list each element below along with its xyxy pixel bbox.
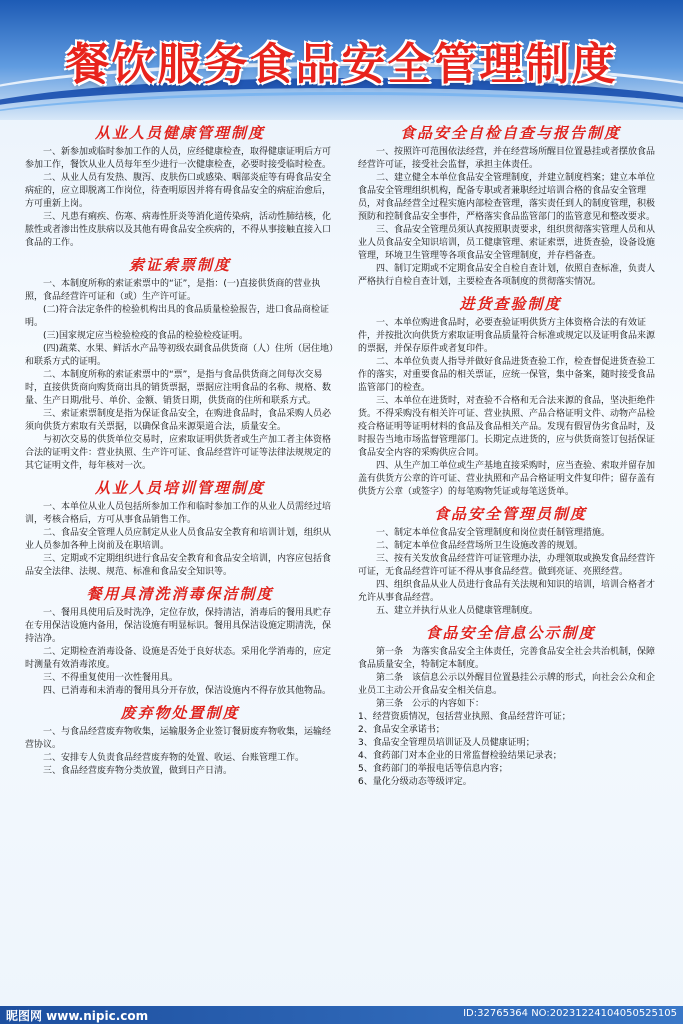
section-paragraph: 二、定期检查消毒设备、设施是否处于良好状态。采用化学消毒的，应定时测量有效消毒浓度。 xyxy=(25,647,332,670)
section-paragraph: 三、本单位在进货时，对查验不合格和无合法来源的食品，坚决拒绝件货。不得采购没有相关许可证、营业执照、产品合格证明文件、动物产品检疫合格证明等证明材料的食品及食品相关产品。发现有假冒伪劣食品时，及时报告当地市场监督管理部门。长期定点进货的，应与供货商签订包括保证食品安全内容的采购供应合同。 xyxy=(358,396,656,458)
list-item: 2、食品安全承诺书； xyxy=(358,725,445,735)
section-paragraph: 五、建立并执行从业人员健康管理制度。 xyxy=(376,606,539,616)
section-paragraph: 第三条 公示的内容如下： xyxy=(376,699,485,709)
section-paragraph: 一、本单位购进食品时，必要查验证明供货方主体资格合法的有效证件，并按批次向供货方索取证明食品质量符合标准或规定以及证明食品来源的票据，并保存原件或者复印件。 xyxy=(358,318,656,354)
section-paragraph: 二、制定本单位食品经营场所卫生设施改善的规划。 xyxy=(376,541,584,551)
section-paragraph: 二、食品安全管理人员应制定从业人员食品安全教育和培训计划，组织从业人员参加各种上岗前及在职培训。 xyxy=(25,528,332,551)
section-paragraph: 三、定期或不定期组织进行食品安全教育和食品安全培训，内容应包括食品安全法律、法规、规范、标准和食品安全知识等。 xyxy=(25,554,332,577)
section-paragraph: (二)符合法定条件的检验机构出具的食品质量检验报告，进口食品商检证明。 xyxy=(25,305,330,328)
section-paragraph: (四)蔬菜、水果、鲜活水产品等初级农副食品供货商（人）住所（居住地）和联系方式的证明。 xyxy=(25,344,334,367)
section-title: 进货查验制度 xyxy=(459,295,562,313)
list-item: 5、食药部门的举报电话等信息内容； xyxy=(358,764,508,774)
section-paragraph: 二、本制度所称的索证索票中的“票”，是指与食品供货商之间每次交易时，直接供货商向购货商出具的销货票据，票据应注明食品的名称、规格、数量、生产日期/批号、单价、金额、销货日期，供货商的住所和联系方式。 xyxy=(25,370,332,406)
list-item: 1、经营资质情况，包括营业执照、食品经营许可证； xyxy=(358,712,571,722)
section-paragraph: 一、本制度所称的索证索票中的“证”，是指：(一)直接供货商的营业执照，食品经营许可证和（或）生产许可证。 xyxy=(25,279,321,302)
section-paragraph: 二、建立健全本单位食品安全管理制度，并建立制度档案；建立本单位食品安全管理组织机构，配备专职或者兼职经过培训合格的食品安全管理员，对食品经营全过程实施内部检查管理，落实责任到人的制度管理，积极预防和控制食品安全事件，严格落实食品监管部门的监管意见和整改要求。 xyxy=(358,173,656,222)
section-paragraph: 第二条 该信息公示以外醒目位置悬挂公示牌的形式，向社会公众和企业员工主动公开食品安全相关信息。 xyxy=(358,673,656,696)
section-paragraph: 三、食品安全管理员须认真按照职责要求，组织贯彻落实管理人员和从业人员食品安全知识培训，员工健康管理、索证索票，进货查验，设备设施管理，环境卫生管理等各项食品安全管理制度，并存档备查。 xyxy=(358,225,656,261)
section-paragraph: 一、新参加或临时参加工作的人员，应经健康检查，取得健康证明后方可参加工作，餐饮从业人员每年至少进行一次健康检查，必要时接受临时检查。 xyxy=(25,147,332,170)
section-title: 废弃物处置制度 xyxy=(120,704,240,722)
section-paragraph: 一、餐用具使用后及时洗净，定位存放，保持清洁，消毒后的餐用具贮存在专用保洁设施内备用，保洁设施有明显标识。餐用具保洁设施定期清洗，保持洁净。 xyxy=(25,608,332,644)
watermark-site: 昵图网 www.nipic.com xyxy=(6,1009,149,1023)
section-paragraph: 四、组织食品从业人员进行食品有关法规和知识的培训，培训合格者才允许从事食品经营。 xyxy=(358,580,656,603)
section-title: 餐用具清洗消毒保洁制度 xyxy=(86,585,274,603)
watermark-id: ID:32765364 NO:20231224104050525105 xyxy=(463,1008,677,1019)
section-title: 食品安全信息公示制度 xyxy=(425,624,596,642)
section-paragraph: 二、安排专人负责食品经营废弃物的处置、收运、台账管理工作。 xyxy=(43,753,305,763)
list-item: 6、量化分级动态等级评定。 xyxy=(358,777,472,787)
section-title: 食品安全管理员制度 xyxy=(433,505,587,523)
section-paragraph: 第一条 为落实食品安全主体责任，完善食品安全社会共治机制，保障食品质量安全，特制定本制度。 xyxy=(358,647,656,670)
left-column xyxy=(25,118,335,778)
list-item: 4、食药部门对本企业的日常监督检验结果记录表； xyxy=(358,751,562,761)
section-paragraph: 一、与食品经营废弃物收集，运输服务企业签订餐厨废弃物收集，运输经营协议。 xyxy=(25,727,332,750)
section-title: 食品安全自检自查与报告制度 xyxy=(399,124,621,142)
section-title: 从业人员健康管理制度 xyxy=(94,124,265,142)
section-paragraph: 三、按有关发放食品经营许可证管理办法，办理领取或换发食品经营许可证，无食品经营许可证不得从事食品经营。做到亮证、亮照经营。 xyxy=(358,554,656,577)
section-paragraph: 四、已消毒和未消毒的餐用具分开存放，保洁设施内不得存放其他物品。 xyxy=(43,686,332,696)
section-paragraph: 四、制订定期或不定期食品安全自检自查计划，依照自查标准，负责人严格执行自检自查计划，主要检查各项制度的贯彻落实情况。 xyxy=(358,264,656,287)
section-paragraph: 一、本单位从业人员包括所参加工作和临时参加工作的从业人员需经过培训，考核合格后，方可从事食品销售工作。 xyxy=(25,502,332,525)
right-column xyxy=(358,118,663,789)
section-paragraph: 四、从生产加工单位或生产基地直接采购时，应当查验、索取并留存加盖有供货方公章的许可证、营业执照和产品合格证明文件复印件；留存盖有供货方公章（或签字）的每笔购物凭证或每笔送货单。 xyxy=(358,461,656,497)
section xyxy=(358,622,663,789)
section-paragraph: 一、按照许可范围依法经营，并在经营场所醒目位置悬挂或者摆放食品经营许可证，接受社会监督，承担主体责任。 xyxy=(358,147,656,170)
list-item: 3、食品安全管理员培训证及人员健康证明； xyxy=(358,738,535,748)
section-paragraph: 一、制定本单位食品安全管理制度和岗位责任制管理措施。 xyxy=(376,528,611,538)
section-paragraph: 三、不得重复使用一次性餐用具。 xyxy=(43,673,179,683)
section-paragraph: 二、本单位负责人指导并做好食品进货查验工作，检查督促进货查验工作的落实，对重要食品的相关票证，应统一保管，集中备案，随时接受食品监管部门的检查。 xyxy=(358,357,656,393)
section xyxy=(358,293,663,499)
section xyxy=(25,477,335,579)
section-paragraph: 三、索证索票制度是指为保证食品安全，在购进食品时，食品采购人员必须向供货方索取有关票据，以确保食品来源渠道合法，质量安全。 xyxy=(25,409,332,432)
section xyxy=(358,122,663,289)
section xyxy=(25,254,335,473)
section-paragraph: 二、从业人员有发热、腹泻、皮肤伤口或感染、咽部炎症等有碍食品安全病症的，应立即脱离工作岗位，待查明原因并将有碍食品安全的病症治愈后，方可重新上岗。 xyxy=(25,173,332,209)
section-title: 索证索票制度 xyxy=(128,256,231,274)
section-title: 从业人员培训管理制度 xyxy=(94,479,265,497)
section xyxy=(25,583,335,698)
section-paragraph: 三、食品经营废弃物分类放置，做到日产日清。 xyxy=(43,766,233,776)
section xyxy=(358,503,663,618)
section-paragraph: 三、凡患有痢疾、伤寒、病毒性肝炎等消化道传染病，活动性肺结核，化脓性或者渗出性皮肤病以及其他有碍食品安全疾病的，不得从事接触直接入口食品的工作。 xyxy=(25,212,332,248)
page-title: 餐饮服务食品安全管理制度 xyxy=(65,39,618,90)
section xyxy=(25,702,335,778)
section xyxy=(25,122,335,250)
section-paragraph: (三)国家规定应当检验检疫的食品的检验检疫证明。 xyxy=(43,331,249,341)
section-paragraph: 与初次交易的供货单位交易时，应索取证明供货者或生产加工者主体资格合法的证明文件：营业执照、生产许可证、食品经营许可证等法律法规规定的其它证明文件，每年核对一次。 xyxy=(25,435,332,471)
